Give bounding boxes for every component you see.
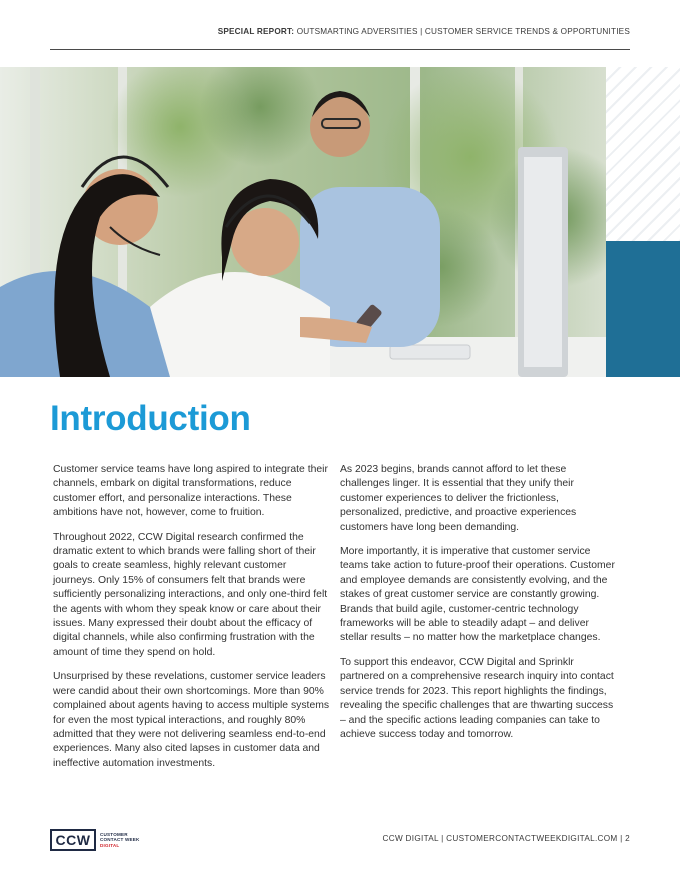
logo-line-digital: DIGITAL [100,842,120,848]
paragraph: Unsurprised by these revelations, customer service leaders were candid about their own shortcomings. More than 90% complained about agents having to access multiple systems for even the most typical interactions, and roughly 80% admitted that they were not delivering seamless end-to-end experiences. Many also cited lapses in customer data and ineffective automation investments. [53,671,330,769]
logo-wordmark [100,832,140,848]
paragraph: As 2023 begins, brands cannot afford to let these challenges linger. It is essential that they unify their customer experiences to deliver the frictionless, personalized, predictive, and proactive experiences customers have long been demanding. [340,464,577,533]
header-divider [50,49,630,50]
contact-center-photo-icon [0,67,606,377]
paragraph: To support this endeavor, CCW Digital and Sprinklr partnered on a comprehensive research inquiry into contact service trends for 2023. This report highlights the findings, revealing the specific challenges that are thwarting success – and the specific actions leading companies can take to achieve success today and tomorrow. [340,656,614,740]
text-column-right [340,463,618,752]
running-header [218,27,630,36]
paragraph: Customer service teams have long aspired to integrate their channels, embark on digital transformations, reduce customer effort, and personalize interactions. These ambitions have not, however, come to fruition. [53,464,328,519]
ccw-logo [50,829,140,851]
header-label-bold: SPECIAL REPORT: [217,27,295,36]
logo-mark: CCW [50,829,96,851]
hero-photo [0,67,606,377]
decorative-blue-panel [606,241,680,377]
decorative-stripe-panel [606,67,680,241]
logo-line: CONTACT WEEK [100,837,140,843]
paragraph: More importantly, it is imperative that customer service teams take action to future-proof their operations. Customer and employee demands are consistently evolving, and the stakes of great customer service are constantly growing. Brands that build agile, customer-centric technology frameworks will be able to steadily adapt – and deliver stellar results – no matter how the marketplace changes. [340,546,615,644]
header-label-rest: OUTSMARTING ADVERSITIES | CUSTOMER SERVICE TRENDS & OPPORTUNITIES [294,27,630,36]
logo-line: CUSTOMER [100,831,128,837]
text-column-left [53,463,331,781]
section-title: Introduction [50,399,251,438]
footer-page-info: CCW DIGITAL | CUSTOMERCONTACTWEEKDIGITAL.COM | 2 [382,834,630,843]
paragraph: Throughout 2022, CCW Digital research confirmed the dramatic extent to which brands were falling short of their goals to create seamless, highly relevant customer journeys. Only 15% of consumers felt that brands were sufficiently personalizing interactions, and only one-third felt the agents with whom they speak know or care about their issues. Many expressed their doubt about the efficacy of digital channels, while also confirming frustration with the amount of time they spend on hold. [53,531,328,658]
